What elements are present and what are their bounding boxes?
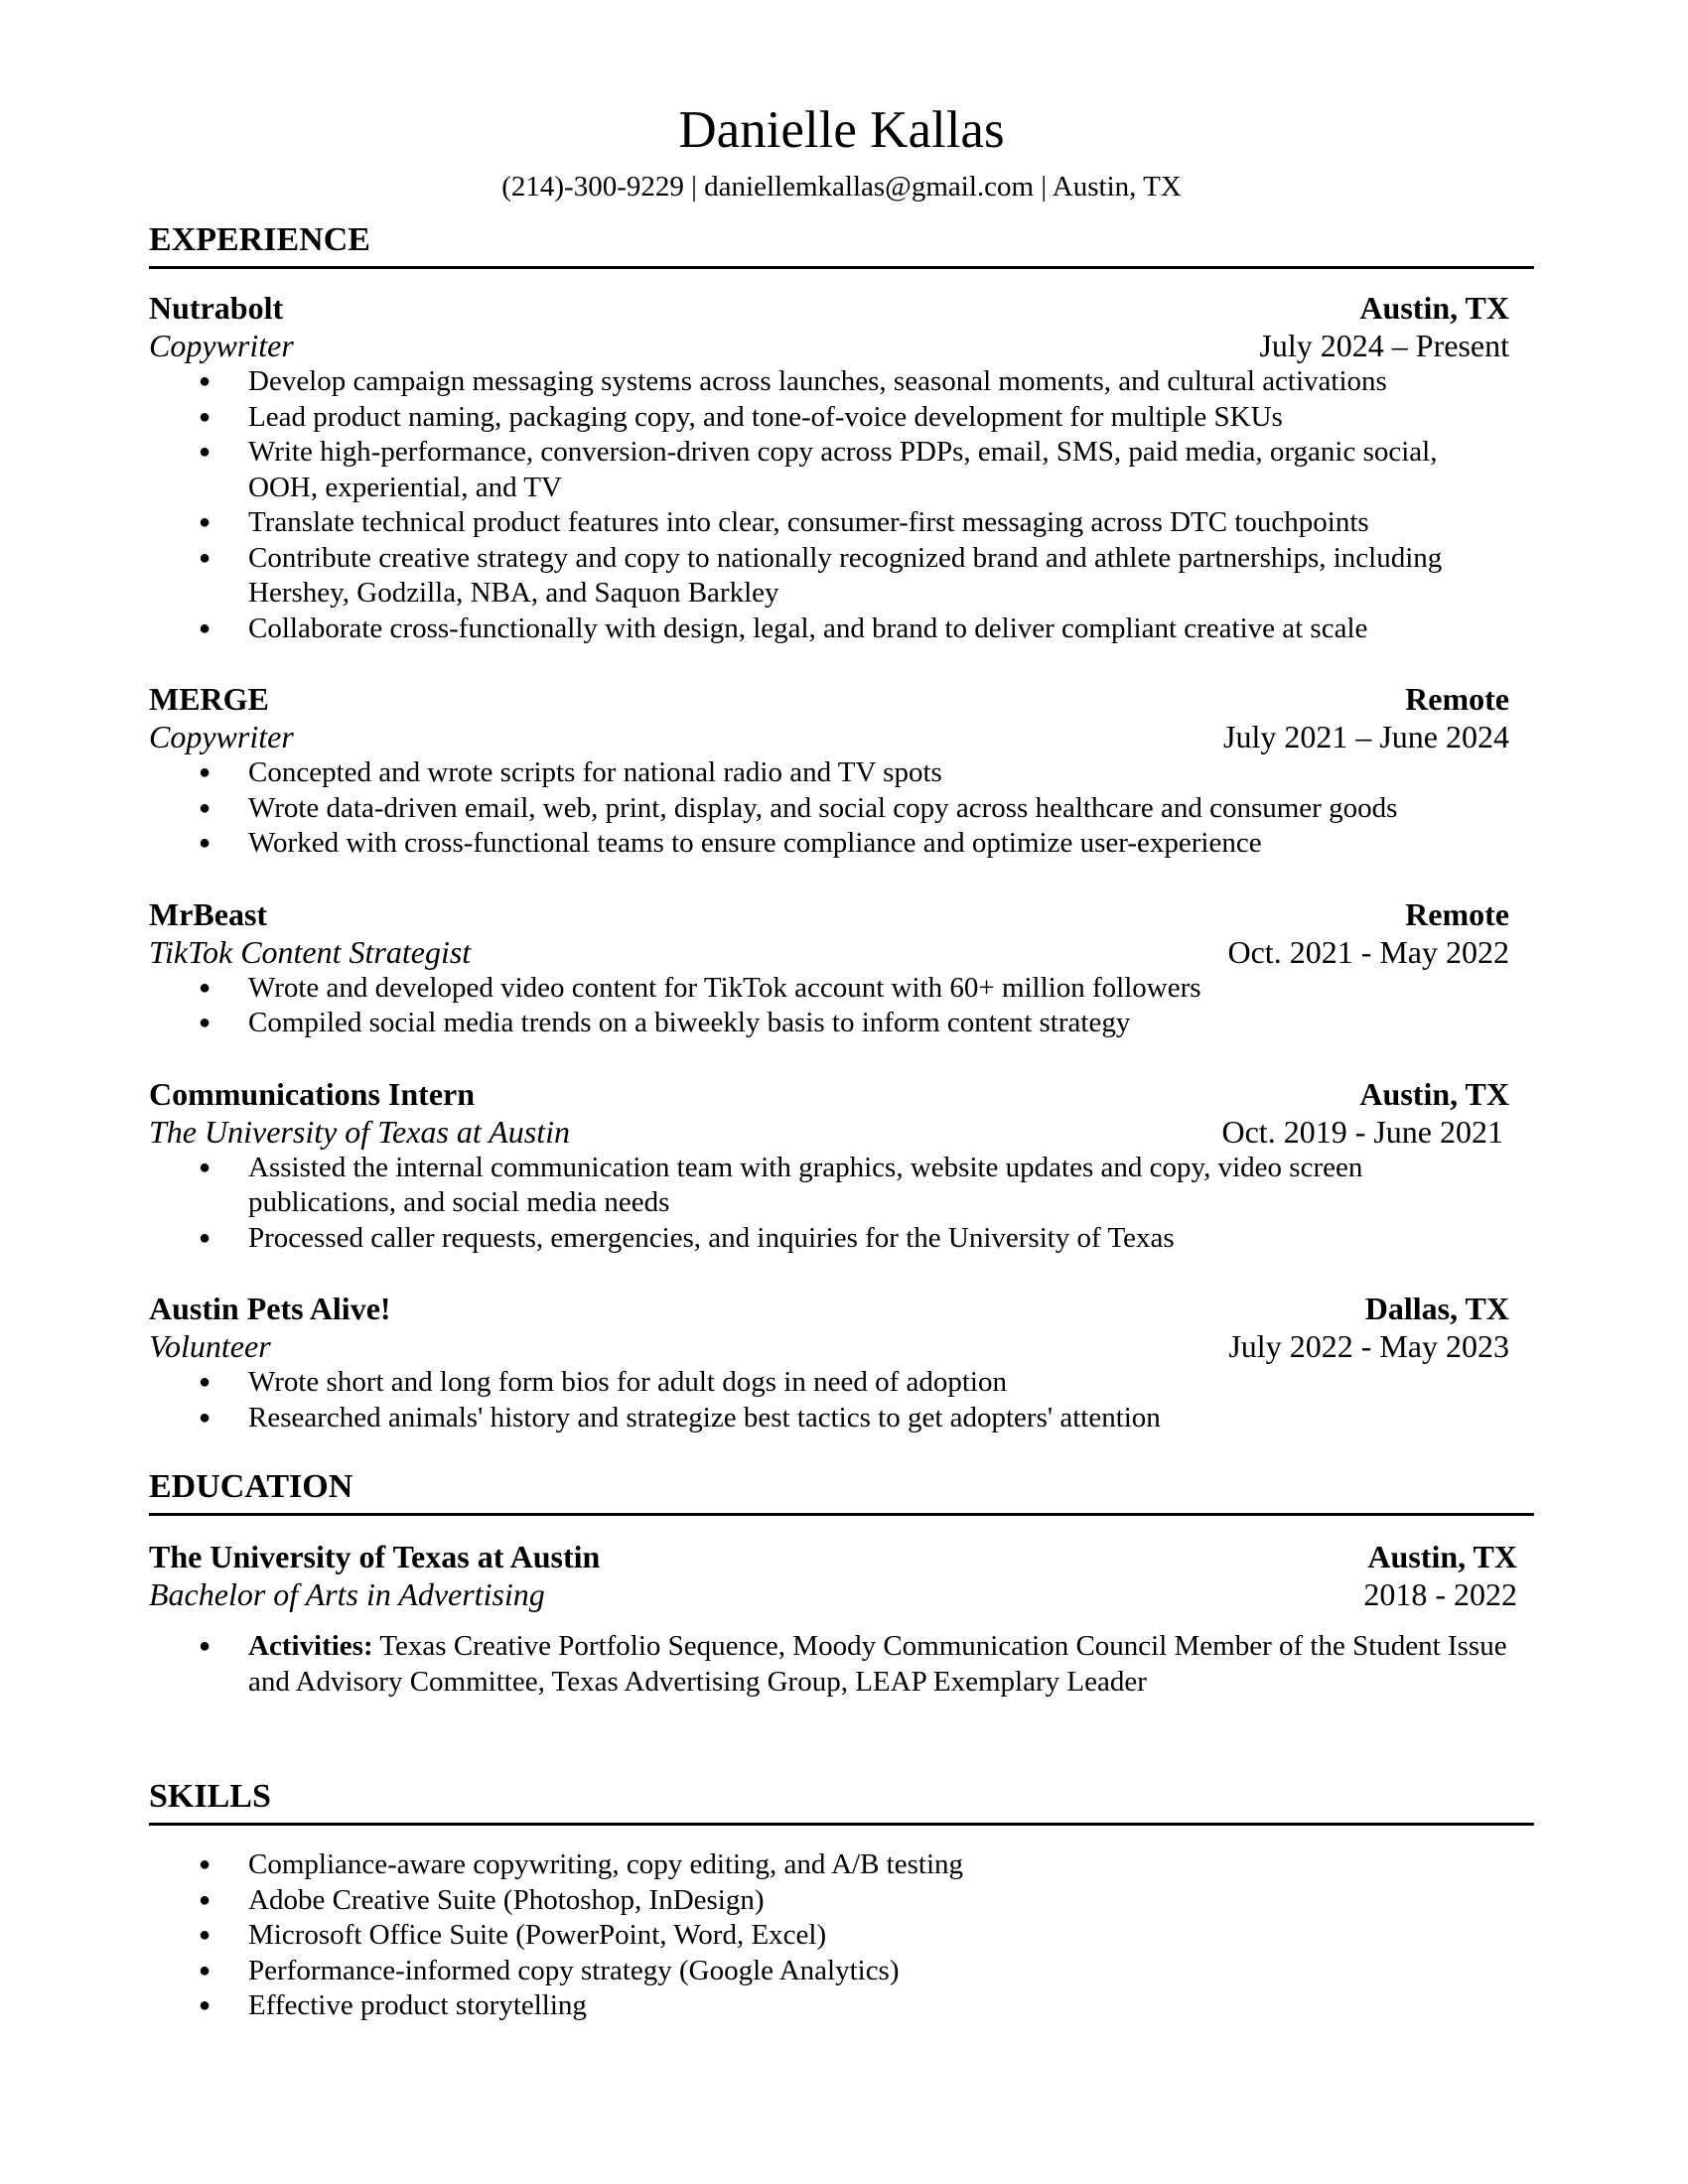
list-item: ● Compliance-aware copywriting, copy editing, and A/B testing: [149, 1847, 1534, 1883]
entry-location: Remote: [1405, 895, 1509, 932]
list-item: [149, 1629, 1517, 1700]
entry-location: Remote: [1405, 681, 1509, 717]
activities-text: Texas Creative Portfolio Sequence, Moody Communication Council Member of the Student Issue and Advisory Committee, Texas Advertising Group, LEAP Exemplary Leader: [248, 1630, 1507, 1698]
entry-dates: Oct. 2021 - May 2022: [1227, 933, 1509, 970]
list-item: ● Lead product naming, packaging copy, and tone-of-voice development for multiple SKUs: [149, 400, 1509, 436]
entry-bullets: [149, 364, 1509, 646]
entry-bullets: [149, 1151, 1509, 1257]
entry-organization: MERGE: [149, 681, 269, 717]
entry-role: Volunteer: [149, 1328, 271, 1364]
list-item: ● Processed caller requests, emergencies, and inquiries for the University of Texas: [149, 1221, 1509, 1257]
list-item: ● Collaborate cross-functionally with design, legal, and brand to deliver compliant creative at scale: [149, 612, 1509, 647]
resume-page: [149, 99, 1534, 2024]
experience-entry-communications-intern: [149, 1075, 1509, 1257]
list-item: ● Write high-performance, conversion-driven copy across PDPs, email, SMS, paid media, organic social, OOH, experiential, and TV: [149, 435, 1509, 505]
entry-organization: Nutrabolt: [149, 290, 284, 326]
list-item: ● Concepted and wrote scripts for national radio and TV spots: [149, 755, 1509, 791]
entry-header: [149, 895, 1509, 933]
entry-header: [149, 289, 1509, 327]
experience-entry-mrbeast: [149, 895, 1509, 1041]
entry-bullets: [149, 755, 1509, 862]
entry-role: TikTok Content Strategist: [149, 933, 472, 970]
entry-bullets: [149, 971, 1509, 1041]
candidate-name: Danielle Kallas: [678, 101, 1005, 159]
entry-location: Austin, TX: [1359, 1075, 1509, 1112]
entry-role: The University of Texas at Austin: [149, 1113, 570, 1150]
entry-subheader: [149, 933, 1509, 971]
list-item: ● Adobe Creative Suite (Photoshop, InDesign): [149, 1883, 1534, 1919]
skills-list: [149, 1847, 1534, 2024]
entry-subheader: [149, 1113, 1509, 1151]
list-item: ● Performance-informed copy strategy (Google Analytics): [149, 1954, 1534, 1989]
list-item: ● Wrote data-driven email, web, print, display, and social copy across healthcare and consumer goods: [149, 791, 1509, 827]
entry-role: Copywriter: [149, 719, 294, 754]
list-item: ● Researched animals' history and strategize best tactics to get adopters' attention: [149, 1401, 1509, 1436]
entry-dates: July 2021 – June 2024: [1223, 719, 1509, 754]
experience-heading: EXPERIENCE: [149, 220, 1534, 269]
education-dates: 2018 - 2022: [1363, 1576, 1517, 1612]
education-degree: Bachelor of Arts in Advertising: [149, 1576, 545, 1612]
entry-organization: MrBeast: [149, 895, 268, 932]
contact-line: (214)-300-9229 | daniellemkallas@gmail.com | Austin, TX: [501, 171, 1182, 203]
entry-dates: Oct. 2019 - June 2021: [1221, 1113, 1503, 1150]
entry-location: Dallas, TX: [1364, 1291, 1509, 1326]
entry-header: [149, 680, 1509, 718]
experience-entry-nutrabolt: [149, 289, 1509, 646]
entry-header: [149, 1290, 1509, 1327]
education-school: The University of Texas at Austin: [149, 1539, 601, 1574]
entry-organization: Communications Intern: [149, 1075, 476, 1112]
entry-subheader: [149, 718, 1509, 755]
list-item: ● Translate technical product features into clear, consumer-first messaging across DTC touchpoints: [149, 505, 1509, 541]
entry-header: [149, 1538, 1517, 1575]
education-location: Austin, TX: [1367, 1539, 1517, 1574]
list-item: ● Develop campaign messaging systems across launches, seasonal moments, and cultural activations: [149, 364, 1509, 400]
list-item: ● Wrote and developed video content for TikTok account with 60+ million followers: [149, 971, 1509, 1007]
entry-location: Austin, TX: [1359, 290, 1509, 326]
education-entry: [149, 1538, 1517, 1700]
skills-heading: SKILLS: [149, 1777, 1534, 1826]
entry-subheader: [149, 1575, 1517, 1613]
entry-header: [149, 1075, 1509, 1113]
list-item: ● Effective product storytelling: [149, 1988, 1534, 2024]
entry-bullets: [149, 1365, 1509, 1435]
entry-organization: Austin Pets Alive!: [149, 1291, 391, 1326]
entry-dates: July 2022 - May 2023: [1228, 1328, 1509, 1364]
list-item: ● Worked with cross-functional teams to ensure compliance and optimize user-experience: [149, 826, 1509, 862]
education-bullets: [149, 1629, 1517, 1700]
list-item: ● Microsoft Office Suite (PowerPoint, Word, Excel): [149, 1918, 1534, 1954]
entry-subheader: [149, 327, 1509, 364]
list-item: ● Contribute creative strategy and copy to nationally recognized brand and athlete partnerships, including Hershey, Godzilla, NBA, and Saquon Barkley: [149, 541, 1509, 612]
education-heading: EDUCATION: [149, 1467, 1534, 1516]
list-item: ● Assisted the internal communication team with graphics, website updates and copy, video screen publications, and social media needs: [149, 1151, 1509, 1221]
experience-entry-austin-pets-alive: [149, 1290, 1509, 1435]
entry-subheader: [149, 1327, 1509, 1365]
entry-dates: July 2024 – Present: [1259, 328, 1509, 363]
list-item: ● Wrote short and long form bios for adult dogs in need of adoption: [149, 1365, 1509, 1401]
entry-role: Copywriter: [149, 328, 294, 363]
list-item: ● Compiled social media trends on a biweekly basis to inform content strategy: [149, 1006, 1509, 1041]
experience-entry-merge: [149, 680, 1509, 862]
activities-label: Activities:: [248, 1630, 373, 1662]
